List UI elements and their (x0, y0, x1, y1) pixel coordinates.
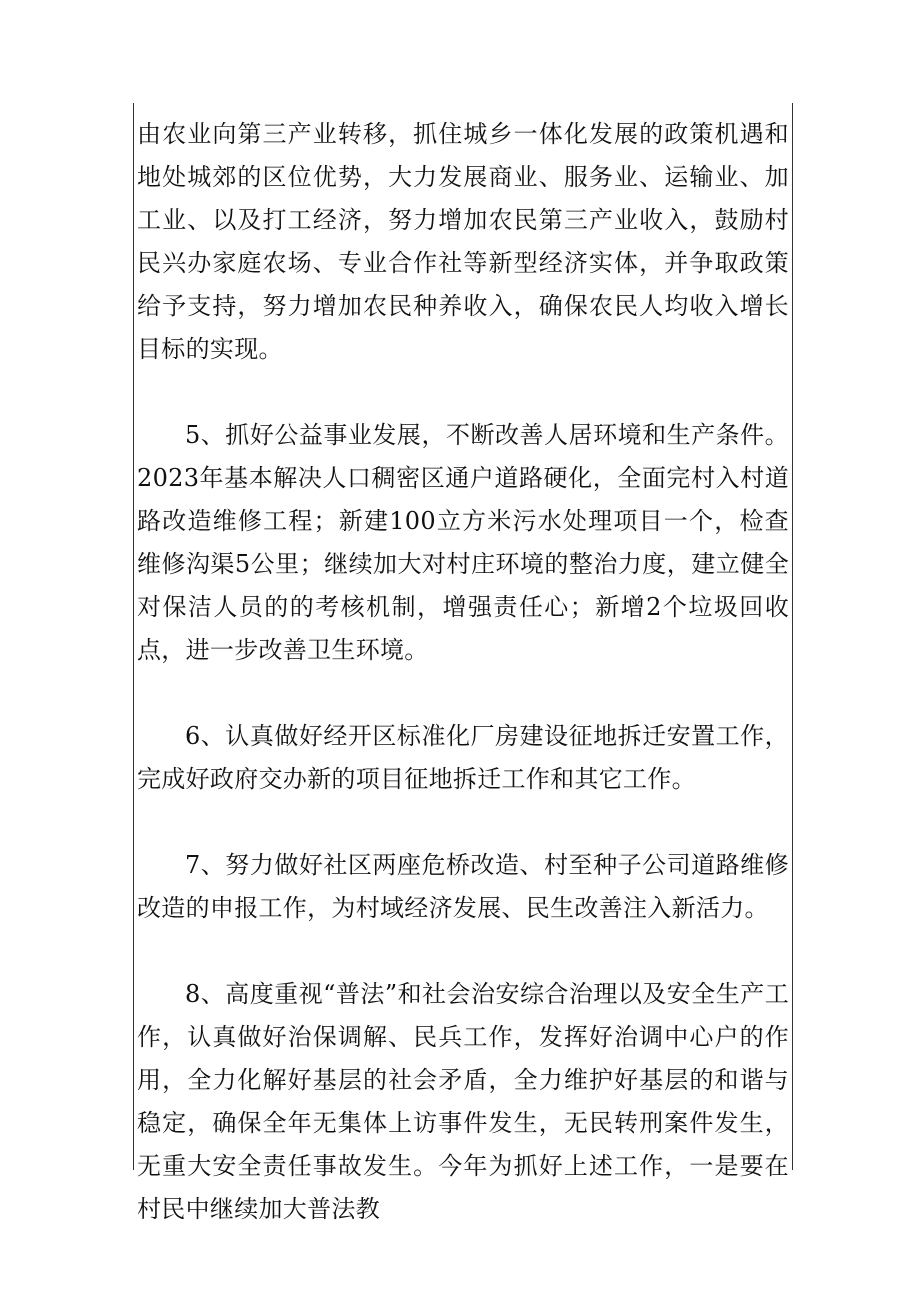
paragraph-spacer (137, 930, 789, 973)
table-border-left (133, 103, 134, 1170)
paragraph-continued: 由农业向第三产业转移，抓住城乡一体化发展的政策机遇和地处城郊的区位优势，大力发展商业、服务业、运输业、加工业、以及打工经济，努力增加农民第三产业收入，鼓励村民兴办家庭农场、专业合作社等新型经济实体，并争取政策给予支持，努力增加农民种养收入，确保农民人均收入增长目标的实现。 (137, 120, 789, 363)
paragraph-item-8: 8、高度重视“普法”和社会治安综合治理以及安全生产工作，认真做好治保调解、民兵工作，发挥好治调中心户的作用，全力化解好基层的社会矛盾，全力维护好基层的和谐与稳定，确保全年无集体上访事件发生，无民转刑案件发生，无重大安全责任事故发生。今年为抓好上述工作，一是要在村民中继续加大普法教 (137, 980, 789, 1223)
paragraph-item-5: 5、抓好公益事业发展，不断改善人居环境和生产条件。2023年基本解决人口稠密区通户道路硬化，全面完村入村道路改造维修工程；新建100立方米污水处理项目一个，检查维修沟渠5公里；继续加大对村庄环境的整治力度，建立健全对保洁人员的的考核机制，增强责任心；新增2个垃圾回收点，进一步改善卫生环境。 (137, 421, 789, 664)
table-border-right (792, 103, 793, 1170)
paragraph-spacer (137, 801, 789, 844)
paragraph-item-6: 6、认真做好经开区标准化厂房建设征地拆迁安置工作，完成好政府交办新的项目征地拆迁工作和其它工作。 (137, 722, 789, 793)
paragraph-spacer (137, 371, 789, 414)
paragraph-spacer (137, 672, 789, 715)
document-body (137, 113, 789, 1231)
paragraph-item-7: 7、努力做好社区两座危桥改造、村至种子公司道路维修改造的申报工作，为村域经济发展、民生改善注入新活力。 (137, 851, 789, 922)
